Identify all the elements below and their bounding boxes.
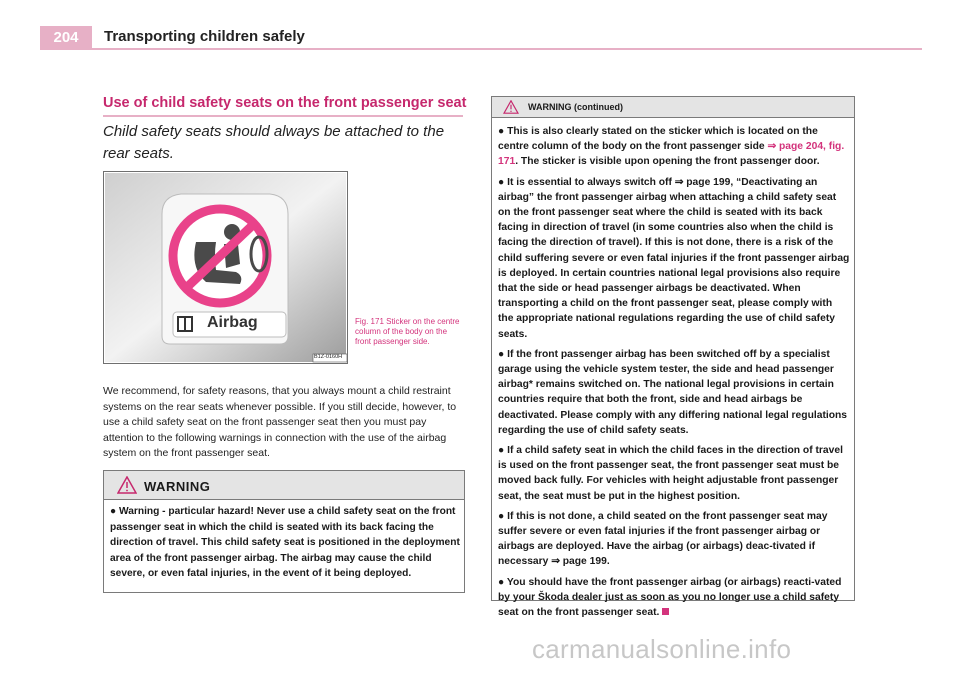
warning-bullet-4: ● If a child safety seat in which the child faces in the direction of travel is used on the front passenger seat, the front passenger seat must be moved back fully. For vehicles with height adjustable front passenger seat, the seat must be put in the highest position.	[498, 445, 843, 502]
bullet-3-text: If the front passenger airbag has been switched off by a specialist garage using the vehicle system tester, the side and head passenger airbag* remains switched on. The national legal provisions in certain countries require that both the front, side and head airbags be deactivated. Please comply with any differing national legal regulations regarding the use of child safety seats.	[498, 348, 848, 436]
warning-continued-header	[492, 97, 854, 118]
warning-triangle-icon	[503, 100, 519, 114]
page-199-link[interactable]: ⇒ page 199.	[551, 556, 610, 568]
airbag-sticker-illustration	[104, 172, 347, 363]
bullet-6-text: You should have the front passenger airbag (or airbags) reacti-vated by your Škoda dealer just as soon as you no longer use a child safety seat on the front passenger seat.	[498, 576, 842, 619]
bullet-5-text: If this is not done, a child seated on the front passenger seat may suffer severe or even fatal injuries if the front passenger airbag or airbags are deployed. Have the airbag (or airbags) deac-tivated if necessary	[498, 510, 828, 568]
warning-bullet-1: ● This is also clearly stated on the sticker which is located on the centre column of the body on the front passenger side ⇒ page 204, fig. 171. The sticker is visible upon opening the front passenger door.	[498, 126, 845, 168]
warning-triangle-icon	[117, 476, 137, 494]
watermark: carmanualsonline.info	[532, 634, 792, 664]
header-rule	[40, 48, 922, 50]
bullet-2-pre: It is essential to always switch off	[507, 176, 672, 188]
running-title: Transporting children safely	[104, 28, 305, 45]
warning-bullet-3: ● If the front passenger airbag has been switched off by a specialist garage using the vehicle system tester, the side and head passenger airbag* remains switched on. The national legal provisions in certain countries require that both the front, side and head airbags be deactivated. Please comply with any differing national legal regulations regarding the use of child safety seats.	[498, 348, 848, 436]
bullet-4-text: If a child safety seat in which the child faces in the direction of travel is used on the front passenger seat, the front passenger seat must be moved back fully. For vehicles with height adjustable front passenger seat, the seat must be put in the highest position.	[498, 445, 843, 502]
warning-bullet-2: ● It is essential to always switch off ⇒ page 199, “Deactivating an airbag” the front passenger airbag when attaching a child safety seat on the front passenger seat where the child is seated with its back facing in direction of travel (in some countries also when the child is facing the direction of travel). If this is not done, there is a risk of the child suffering severe or even fatal injuries if the front passenger airbag is deployed. In certain countries national legal provisions also require that the side or head passenger airbags be deactivated. When transporting a child on the front passenger seat, please comply with the appropriate national regulations regarding the use of child safety seats.	[498, 176, 850, 340]
bullet-1-tail: . The sticker is visible upon opening the front passenger door.	[515, 156, 820, 168]
section-lead: Child safety seats should always be attached to the rear seats.	[103, 123, 445, 162]
page-199-reference[interactable]: ⇒ page 199, “Deactivating an airbag”	[498, 176, 818, 203]
warning-continued-box	[491, 96, 855, 619]
warning-header	[104, 471, 464, 500]
page-number: 204	[40, 26, 92, 48]
figure-171	[103, 171, 348, 364]
figure-caption: Fig. 171 Sticker on the centre column of the body on the front passenger side.	[355, 317, 460, 346]
warning-bullet-6: ● You should have the front passenger airbag (or airbags) reacti-vated by your Škoda dealer just as soon as you no longer use a child safety seat on the front passenger seat.	[498, 576, 842, 619]
bullet-2-tail: the front passenger airbag when attaching a child safety seat on the front passenger seat where the child is seated with its back facing in direction of travel (in some countries also when the child is facing the direction of travel). If this is not done, there is a risk of the child suffering severe or even fatal injuries if the front passenger airbag is deployed. In certain countries national legal provisions also require that the side or head passenger airbags be deactivated. When transporting a child on the front passenger seat, please comply with the appropriate national regulations regarding the use of child safety seats.	[498, 191, 850, 340]
end-marker-icon	[662, 608, 669, 615]
warning-bullet-5: ● If this is not done, a child seated on the front passenger seat may suffer severe or even fatal injuries if the front passenger airbag or airbags are deployed. Have the airbag (or airbags) deac-tivated if necessary ⇒ page 199.	[498, 510, 828, 568]
figure-image-code: B1Z-0160H	[314, 354, 343, 360]
warning-continued-text	[498, 124, 850, 625]
sticker-label: Airbag	[207, 314, 258, 331]
warning-bullet-text: Warning - particular hazard! Never use a child safety seat on the front passenger seat in which the child is seated with its back facing the direction of travel. This child safety seat is positioned in the deployment area of the front passenger airbag. The airbag may cause the child severe, or even fatal injuries, in the event of it being deployed.	[110, 506, 460, 579]
section-title: Use of child safety seats on the front passenger seat	[103, 95, 467, 111]
body-paragraph: We recommend, for safety reasons, that you always mount a child restraint systems on the rear seats whenever possible. If you still decide, however, to use a child safety seat on the front passenger seat then you must pay attention to the following warnings in connection with the use of the airbag system on the front passenger seat.	[103, 385, 457, 459]
warning-title: WARNING	[144, 479, 211, 494]
warning-bullet: ● Warning - particular hazard! Never use a child safety seat on the front passenger seat in which the child is seated with its back facing the direction of travel. This child safety seat is positioned in the deployment area of the front passenger airbag. The airbag may cause the child severe, or even fatal injuries, in the event of it being deployed.	[110, 506, 460, 579]
section-rule	[103, 115, 463, 117]
warning-box	[103, 470, 465, 593]
bullet-1-text: This is also clearly stated on the sticker which is located on the centre column of the body on the front passenger side	[498, 126, 818, 153]
fig-171-link[interactable]: ⇒ page 204, fig. 171	[498, 141, 845, 168]
warning-continued-title: WARNING (continued)	[528, 102, 623, 112]
